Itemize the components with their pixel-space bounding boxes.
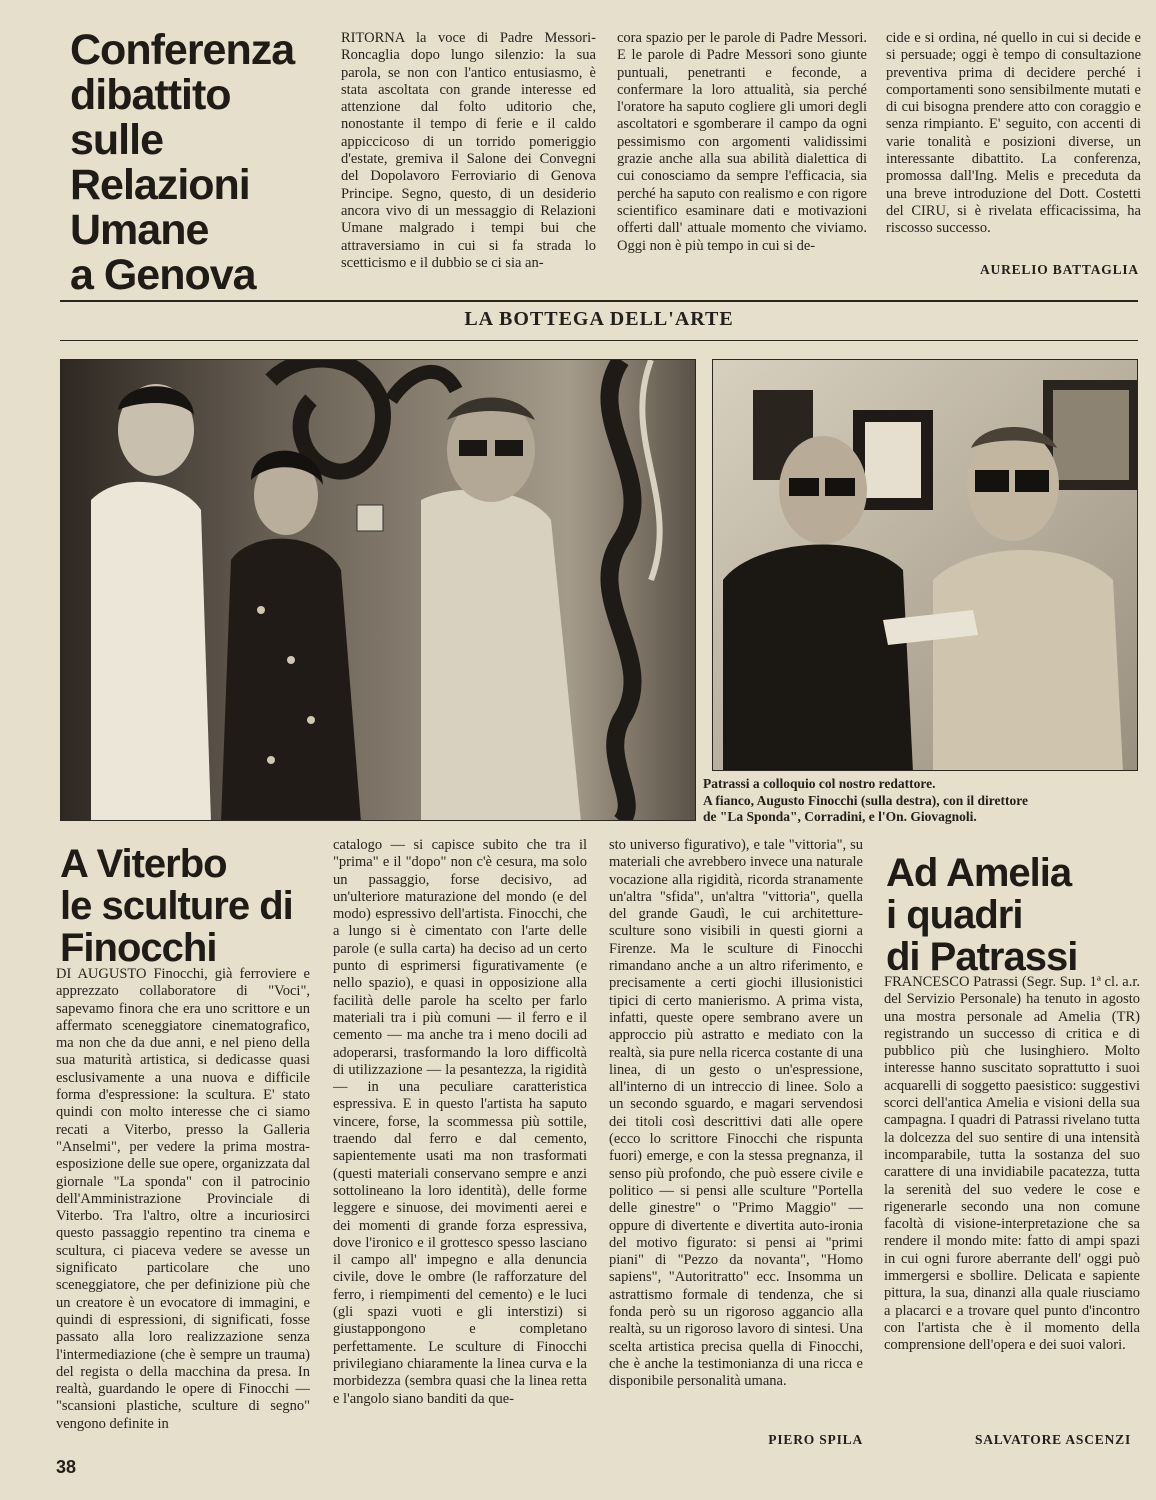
viterbo-text: sto universo figurativo), e tale "vittoria", su materiali che avrebbero invece una naturale vocazione alla rigidità, ricorda stranamente un'altra "sfida", un'altra "vittoria", quella del grande Gaudì, le cui architetture-sculture sono visibili in questi giorni a Firenze. Ma le sculture di Finocchi rimandano anche a un altro riferimento, e precisamente a certi giochi illusionistici tipici di certo manierismo. A prima vista, infatti, queste opere sembrano avere un approccio più astratto e mediato con la realtà, sia pure nella ricerca costante di una linea, di un gesto o un'espressione, all'interno di un intreccio di linee. Solo a un secondo sguardo, e magari servendosi dei titoli così descrittivi dati alle opere (ecco lo scrittore Finocchi che rispunta fuori) emerge, e con la stessa pregnanza, il senso più profondo, che può essere civile e politico — si pensi alle sculture "Portella delle ginestre" o "Primo Maggio" — oppure di divertente e divertita auto-ironia del motivo figurato: si pensi ai "primi piani" di "Pezzo da novanta", "Homo sapiens", "Autoritratto" ecc. Insomma un astrattismo formale di tendenza, che si fonda però su un rigoroso aggancio alla realtà, su un rigoroso lavoro di sintesi. Una scelta artistica precisa quella di Finocchi, che è anche la testimonianza di una ricca e disponibile personalità umana. xyxy=(609,837,863,1390)
top-article-column-1 xyxy=(341,30,596,280)
top-article-text: cora spazio per le parole di Padre Messori. E le parole di Padre Messori sono giunte puntuali, penetranti e feconde, a confermare la loro attualità, sia perché l'oratore ha saputo cogliere gli umori degli ascoltatori e sgomberare il campo da ogni pessimismo con argomenti validissimi grazie anche alla sua abilità dialettica di cui conosciamo da sempre l'efficacia, sia perché ha saputo con realismo e con rigore scientifico esaminare dati e motivazioni offerti dall' attuale momento che viviamo. Oggi non è più tempo in cui si de- xyxy=(617,30,867,254)
viterbo-headline-line: Finocchi xyxy=(60,926,217,970)
section-title: LA BOTTEGA DELL'ARTE xyxy=(464,308,734,330)
top-headline-line: dibattito xyxy=(70,71,231,119)
photo-patrassi-conversation xyxy=(712,359,1138,771)
viterbo-column-1 xyxy=(56,966,310,1441)
photo-caption-line: A fianco, Augusto Finocchi (sulla destra), con il direttore xyxy=(703,792,1028,808)
amelia-column xyxy=(884,974,1140,1429)
top-article-column-2 xyxy=(617,30,867,280)
top-article-text: RITORNA la voce di Padre Messori-Roncaglia dopo lungo silenzio: la sua parola, se non con l'antico entusiasmo, è stata ascoltata con grande interesse ed attenzione dal folto uditorio che, nonostante il tempo di ferie e il caldo appiccicoso di un torrido pomeriggio d'estate, gremiva il Salone dei Convegni del Dopolavoro Ferroviario di Genova Principe. Segno, questo, di un desiderio ancora vivo di un messaggio di Relazioni Umane malgrado i tempi bui che attraversiamo in cui si fa strada lo scetticismo e il dubbio se ci sia an- xyxy=(341,30,596,271)
amelia-signature: SALVATORE ASCENZI xyxy=(974,1432,1131,1447)
amelia-headline-line: di Patrassi xyxy=(886,935,1078,979)
page-number: 38 xyxy=(56,1457,77,1477)
section-rule-top xyxy=(60,300,1138,302)
top-article-column-3 xyxy=(886,30,1141,260)
photo-caption-line: de "La Sponda", Corradini, e l'On. Giovagnoli. xyxy=(703,809,977,824)
top-headline-line: a Genova xyxy=(70,251,256,299)
viterbo-text: catalogo — si capisce subito che tra il "prima" e il "dopo" non c'è cesura, ma solo un passaggio, forse decisivo, ad un'ulteriore maturazione del mondo (e del modo) espressivo dell'artista. Finocchi, che a lungo si è cimentato con l'arte delle parole (e sulla carta) ha deciso ad un certo punto di esprimersi figurativamente (e nello spazio), e quasi in opposizione alla facilità delle parole ha scelto per farlo materiali tra i più comuni — il ferro e il cemento — ma anche tra i meno docili ad adoperarsi, trasformando la loro difficoltà di utilizzazione — la pesantezza, la rigidità — in una peculiare caratteristica espressiva. E in questo l'artista ha saputo vincere, forse, la scommessa più sottile, traendo dal ferro e dal cemento, sapientemente usati ma non trasformati (questi materiali conservano sempre e anzi sottolineano la loro identità), delle forme leggere e sinuose, dei movimenti aerei e dei momenti di grande forza espressiva, dove l'ironico e il grottesco spesso lasciano il campo all' impegno e alla denuncia civile, dove le ombre (le rafforzature del ferro, i riempimenti del cemento) e le luci (gli spazi vuoti e gli interstizi) si giustappongono e completano perfettamente. Le sculture di Finocchi privilegiano chiaramente la linea curva e la morbidezza (sembra quasi che la linea retta e l'angolo siano banditi da que- xyxy=(333,837,587,1407)
viterbo-headline-line: A Viterbo xyxy=(60,842,227,886)
viterbo-headline xyxy=(60,843,320,969)
top-headline-line: sulle xyxy=(70,116,163,164)
top-article-text: cide e si ordina, né quello in cui si decide e si persuade; oggi è tempo di consultazione preventiva prima di decidere perché i comportamenti sono sensibilmente mutati e di cui bisogna prendere atto con coraggio e senza rimpianto. E' seguito, con accenti di varie tonalità e posizioni diverse, un interessante dibattito. La conferenza, promossa dall'Ing. Melis e preceduta da una breve introduzione del Dott. Costetti del CIRU, si è rivelata efficacissima, ha riscosso successo. xyxy=(886,30,1141,237)
photo-patrassi-conversation-image xyxy=(713,360,1138,771)
viterbo-column-3 xyxy=(609,837,863,1429)
amelia-text: FRANCESCO Patrassi (Segr. Sup. 1ª cl. a.r. del Servizio Personale) ha tenuto in agosto una mostra personale ad Amelia (TR) registrando un successo di critica e di pubblico più che lusinghiero. Molto interesse hanno suscitato soprattutto i suoi acquarelli di soggetto paesistico: suggestivi scorci dell'antica Amelia e visioni della sua campagna. I quadri di Patrassi rivelano tutta la dolcezza del suo sentire di una intensità incomparabile, tutta la sostanza del suo carattere di una invidiabile pacatezza, tutta la serenità del suo vedere le cose e rigenerarle secondo una non comune facoltà di visione-interpretazione che sa rendere il mondo mite: fatto di ampi spazi in cui ogni furore aberrante dell' oggi può immergersi e sbollire. Delicata e sapiente pittura, la sua, dinanzi alla quale riusciamo a placarci e a trovare quel punto d'incontro con l'artista che è il momento della comprensione dell'opera e dei suoi valori. xyxy=(884,974,1140,1354)
viterbo-text: DI AUGUSTO Finocchi, già ferroviere e apprezzato collaboratore di "Voci", sapevamo finora che era uno scrittore e un affermato sceneggiatore cinematografico, ma non che da due anni, e nel pieno della sua maturità artistica, si dedicasse quasi esclusivamente a una nuova e difficile forma d'espressione: la scultura. E' stato quindi con molto interesse che ci siamo recati a Viterbo, presso la Galleria "Anselmi", per vedere la prima mostra-esposizione delle sue opere, organizzata dal giornale "La sponda" con il patrocinio dell'Amministrazione Provinciale di Viterbo. Tra l'altro, oltre a incuriosirci questo passaggio repentino tra cinema e scultura, ci piaceva vedere se avesse un significato particolare che uno sceneggiatore, che per definizione più che un creatore è un evocatore di immagini, e quindi di espressioni, di significati, fosse passato alla loro realizzazione senza l'intermediazione (che è sempre un trauma) del regista o della macchina da presa. In realtà, guardando le opere di Finocchi — "scansioni plastiche, sculture di segno" vengono definite in xyxy=(56,966,310,1432)
top-headline-line: Conferenza xyxy=(70,26,295,74)
amelia-headline-line: i quadri xyxy=(886,893,1023,937)
photo-caption xyxy=(703,776,1143,826)
viterbo-column-2 xyxy=(333,837,587,1447)
section-rule-bottom xyxy=(60,340,1138,341)
photo-exhibition-group xyxy=(60,359,696,821)
amelia-headline-line: Ad Amelia xyxy=(886,851,1072,895)
amelia-headline xyxy=(886,852,1136,978)
viterbo-signature: PIERO SPILA xyxy=(768,1432,863,1447)
photo-caption-line: Patrassi a colloquio col nostro redattore. xyxy=(703,776,936,791)
top-article-signature: AURELIO BATTAGLIA xyxy=(979,262,1139,277)
top-headline-line: Relazioni xyxy=(70,161,250,209)
top-headline-line: Umane xyxy=(70,206,209,254)
top-headline xyxy=(70,28,300,298)
viterbo-headline-line: le sculture di xyxy=(60,884,293,928)
photo-exhibition-group-image xyxy=(61,360,696,821)
